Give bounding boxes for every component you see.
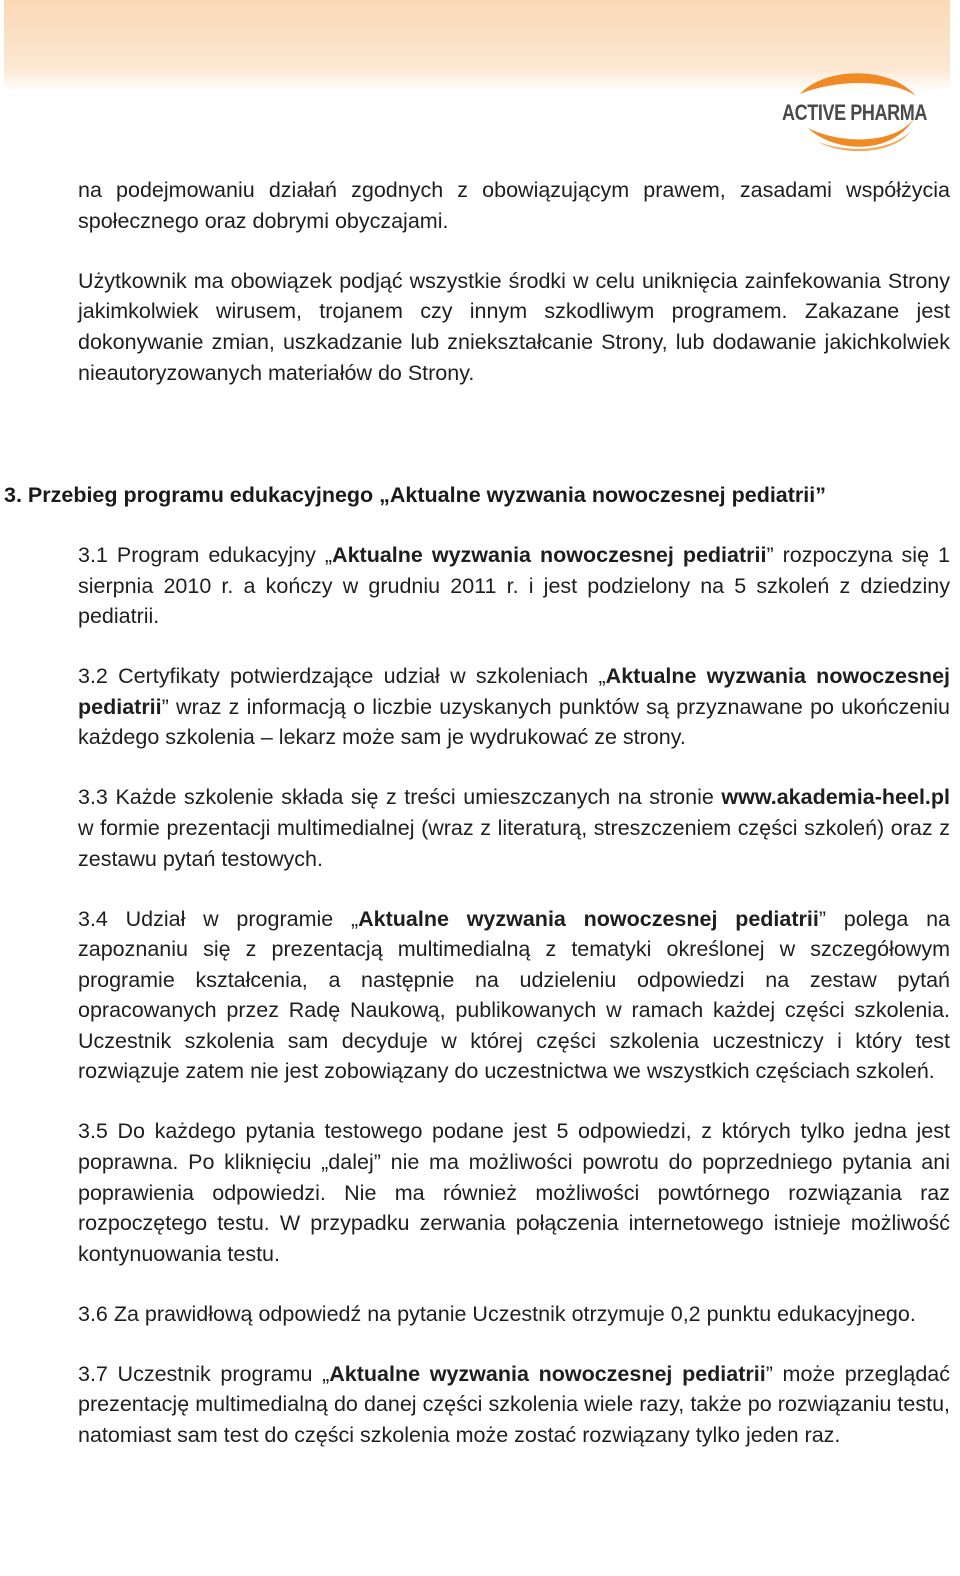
paragraph-3-2: 3.2 Certyfikaty potwierdzające udział w szkoleniach „Aktualne wyzwania nowoczesnej pediatrii” wraz z informacją o liczbie uzyskanych punktów są przyznawane po ukończeniu każdego szkolenia – lekarz może sam je wydrukować ze strony. [78, 664, 950, 750]
paragraph-3-3: 3.3 Każde szkolenie składa się z treści umieszczanych na stronie www.akademia-heel.pl w formie prezentacji multimedialnej (wraz z literaturą, streszczeniem części szkoleń) oraz z zestawu pytań testowych. [78, 785, 950, 871]
paragraph-3-6: 3.6 Za prawidłową odpowiedź na pytanie Uczestnik otrzymuje 0,2 punktu edukacyjnego. [78, 1301, 916, 1326]
paragraph-3-4: 3.4 Udział w programie „Aktualne wyzwania nowoczesnej pediatrii” polega na zapoznaniu się z prezentacją multimedialną z tematyki określonej w szczegółowym programie kształcenia, a następnie na udzieleniu odpowiedzi na zestaw pytań opracowanych przez Radę Naukową, publikowanych w ramach każdej części szkolenia. Uczestnik szkolenia sam decyduje w której części szkolenia uczestniczy i który test rozwiązuje zatem nie jest zobowiązany do uczestnictwa we wszystkich częściach szkoleń. [78, 906, 950, 1084]
website-link[interactable]: www.akademia-heel.pl [721, 785, 950, 810]
paragraph-3-5: 3.5 Do każdego pytania testowego podane jest 5 odpowiedzi, z których tylko jedna jest poprawna. Po kliknięciu „dalej” nie ma możliwości powrotu do poprzedniego pytania ani poprawienia odpowiedzi. Nie ma również możliwości powtórnego rozwiązania raz rozpoczętego testu. W przypadku zerwania połączenia internetowego istnieje możliwość kontynuowania testu. [78, 1119, 950, 1266]
intro-text [78, 175, 950, 418]
active-pharma-logo [778, 66, 928, 162]
paragraph-3-7: 3.7 Uczestnik programu „Aktualne wyzwania nowoczesnej pediatrii” może przeglądać prezentację multimedialną do danej części szkolenia wiele razy, także po rozwiązaniu testu, natomiast sam test do części szkolenia może zostać rozwiązany tylko jeden raz. [78, 1361, 950, 1447]
section-body [78, 540, 950, 1480]
logo-text: ACTIVE PHARMA [782, 100, 928, 125]
paragraph: na podejmowaniu działań zgodnych z obowiązującym prawem, zasadami współżycia społecznego oraz dobrymi obyczajami. [78, 178, 950, 233]
header-band [4, 0, 950, 72]
paragraph-3-1: 3.1 Program edukacyjny „Aktualne wyzwania nowoczesnej pediatrii” rozpoczyna się 1 sierpnia 2010 r. a kończy w grudniu 2011 r. i jest podzielony na 5 szkoleń z dziedziny pediatrii. [78, 543, 950, 629]
paragraph: Użytkownik ma obowiązek podjąć wszystkie środki w celu uniknięcia zainfekowania Strony jakimkolwiek wirusem, trojanem czy innym szkodliwym programem. Zakazane jest dokonywanie zmian, uszkadzanie lub zniekształcanie Strony, lub dodawanie jakichkolwiek nieautoryzowanych materiałów do Strony. [78, 268, 950, 385]
section-heading: 3. Przebieg programu edukacyjnego „Aktualne wyzwania nowoczesnej pediatrii” [4, 483, 826, 507]
